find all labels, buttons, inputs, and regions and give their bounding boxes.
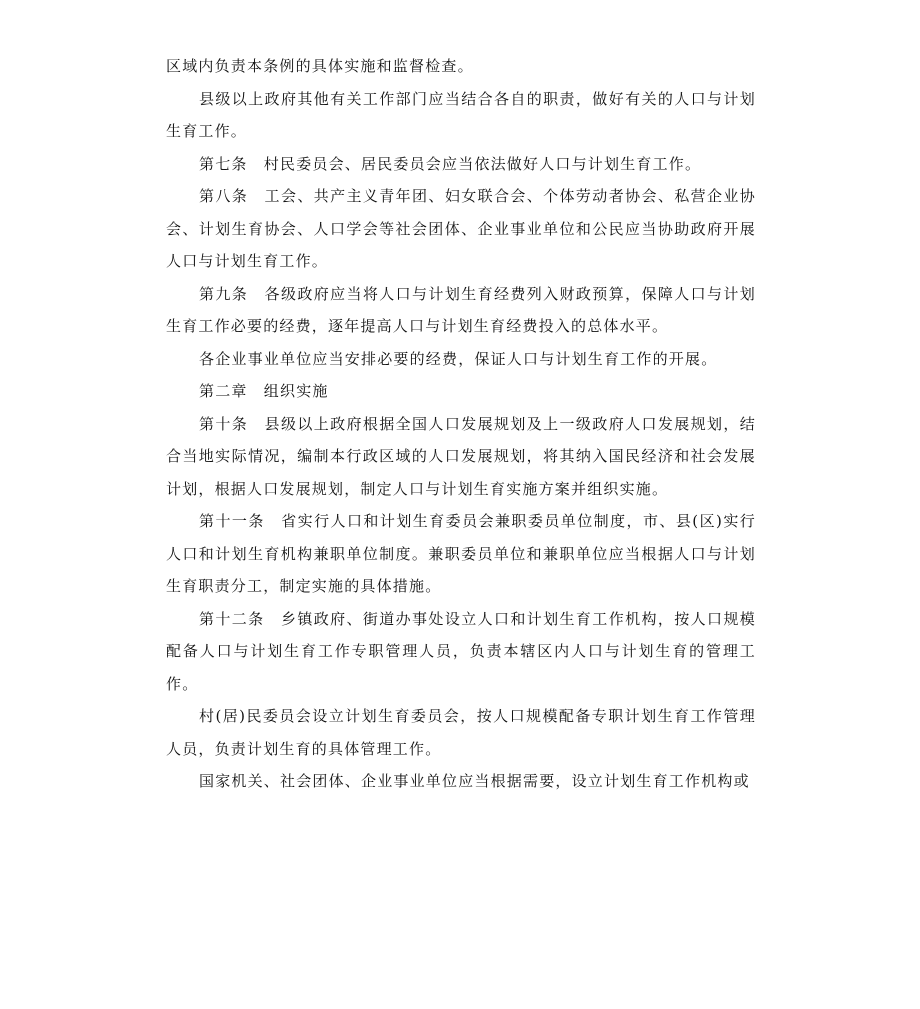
article-7: 第七条 村民委员会、居民委员会应当依法做好人口与计划生育工作。 [199, 154, 702, 173]
paragraph: 国家机关、社会团体、企业事业单位应当根据需要，设立计划生育工作机构或 [199, 772, 750, 790]
article-12: 第十二条 乡镇政府、街道办事处设立人口和计划生育工作机构，按人口规模配备人口与计划生育工作专职管理人员，负责本辖区内人口与计划生育的管理工作。 [166, 609, 756, 693]
article-9: 第九条 各级政府应当将人口与计划生育经费列入财政预算，保障人口与计划生育工作必要的经费，逐年提高人口与计划生育经费投入的总体水平。 [166, 284, 756, 335]
chapter-heading: 第二章 组织实施 [199, 382, 329, 400]
document-page [166, 50, 756, 798]
article-10: 第十条 县级以上政府根据全国人口发展规划及上一级政府人口发展规划，结合当地实际情况，编制本行政区域的人口发展规划，将其纳入国民经济和社会发展计划，根据人口发展规划，制定人口与计划生育实施方案并组织实施。 [166, 414, 756, 498]
paragraph: 村(居)民委员会设立计划生育委员会，按人口规模配备专职计划生育工作管理人员，负责计划生育的具体管理工作。 [166, 707, 756, 758]
paragraph: 县级以上政府其他有关工作部门应当结合各自的职责，做好有关的人口与计划生育工作。 [166, 89, 756, 140]
paragraph: 各企业事业单位应当安排必要的经费，保证人口与计划生育工作的开展。 [199, 349, 718, 368]
article-11: 第十一条 省实行人口和计划生育委员会兼职委员单位制度，市、县(区)实行人口和计划生育机构兼职单位制度。兼职委员单位和兼职单位应当根据人口与计划生育职责分工，制定实施的具体措施。 [166, 512, 756, 595]
paragraph: 区域内负责本条例的具体实施和监督检查。 [166, 57, 474, 75]
article-8: 第八条 工会、共产主义青年团、妇女联合会、个体劳动者协会、私营企业协会、计划生育协会、人口学会等社会团体、企业事业单位和公民应当协助政府开展人口与计划生育工作。 [166, 187, 756, 270]
